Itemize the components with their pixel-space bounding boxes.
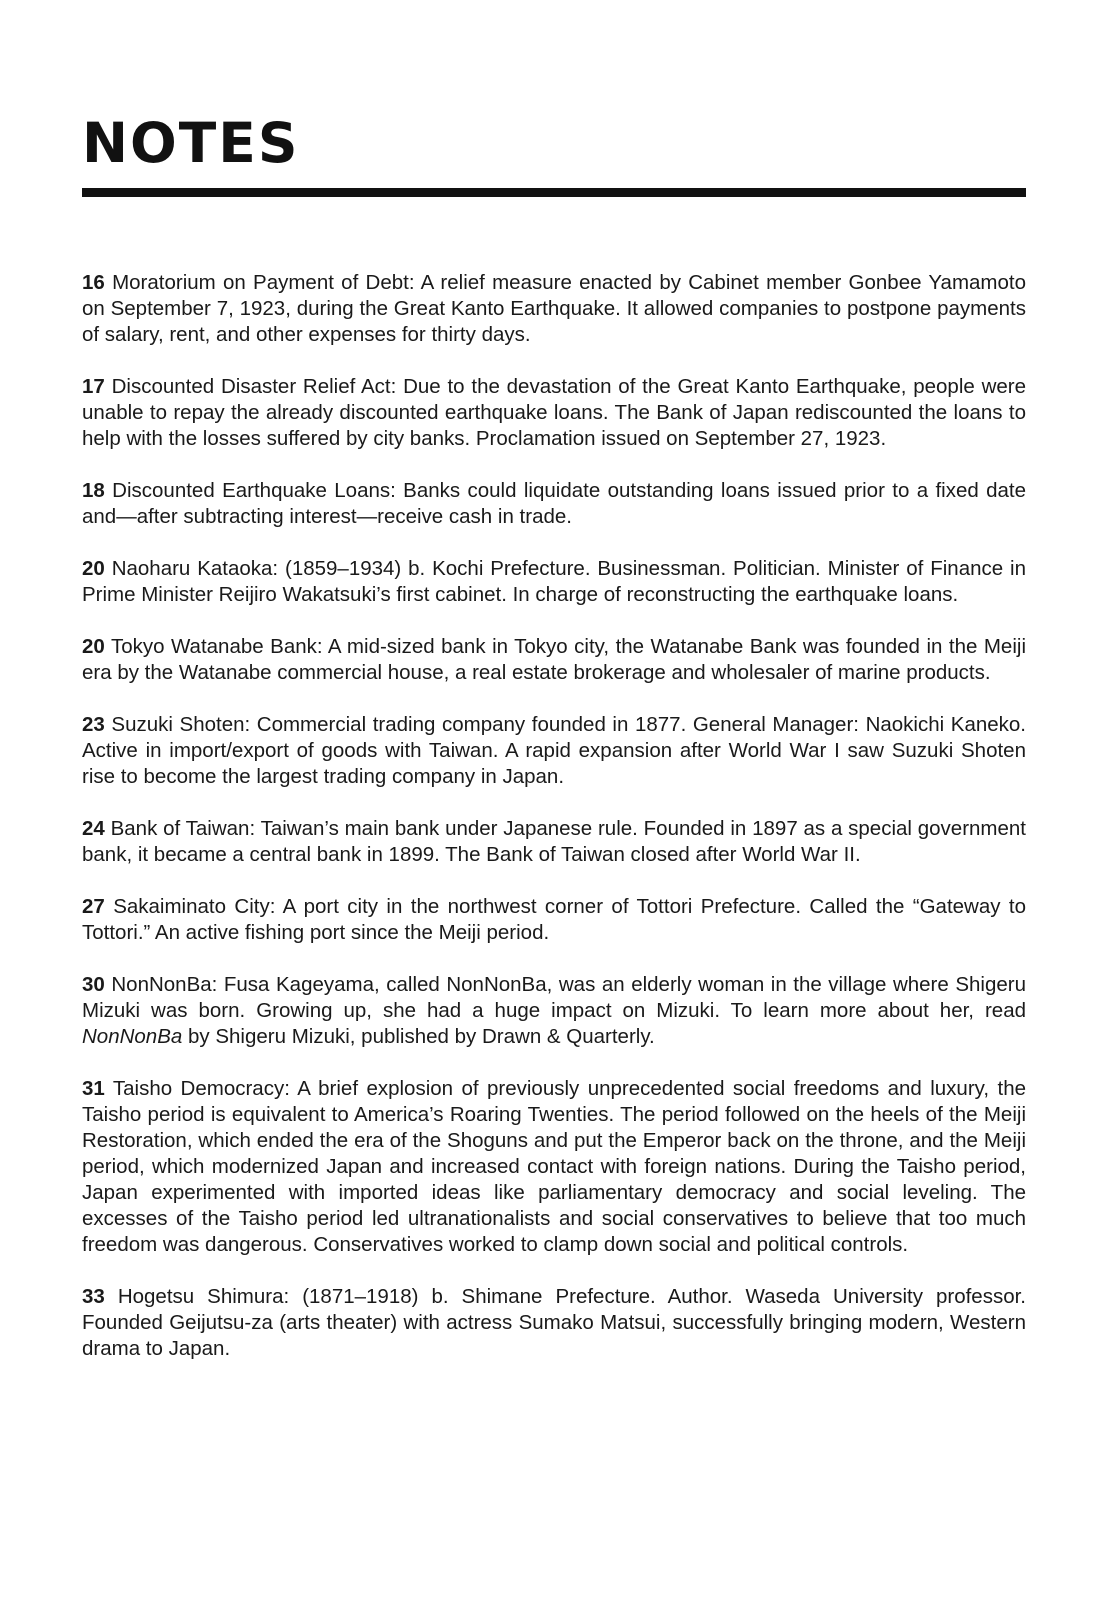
note-number: 24 <box>82 817 105 840</box>
note-item <box>82 270 1026 348</box>
note-number: 16 <box>82 271 105 294</box>
note-text: Discounted Disaster Relief Act: Due to the devastation of the Great Kanto Earthquake, people were unable to repay the already discounted earthquake loans. The Bank of Japan rediscounted the loans to help with the losses suffered by city banks. Proclamation issued on September 27, 1923. <box>82 375 1026 450</box>
note-item <box>82 478 1026 530</box>
note-item <box>82 816 1026 868</box>
note-text: Naoharu Kataoka: (1859–1934) b. Kochi Prefecture. Businessman. Politician. Minister of Finance in Prime Minister Reijiro Wakatsuki’s first cabinet. In charge of reconstructing the earthquake loans. <box>82 557 1026 606</box>
note-number: 30 <box>82 973 105 996</box>
note-item <box>82 556 1026 608</box>
note-item <box>82 894 1026 946</box>
note-text: Suzuki Shoten: Commercial trading company founded in 1877. General Manager: Naokichi Kaneko. Active in import/export of goods with Taiwan. A rapid expansion after World War I saw Suzuki Shoten rise to become the largest trading company in Japan. <box>82 713 1026 788</box>
note-number: 18 <box>82 479 105 502</box>
note-number: 17 <box>82 375 105 398</box>
note-text: Bank of Taiwan: Taiwan’s main bank under Japanese rule. Founded in 1897 as a special government bank, it became a central bank in 1899. The Bank of Taiwan closed after World War II. <box>82 817 1026 866</box>
note-text: Sakaiminato City: A port city in the northwest corner of Tottori Prefecture. Called the “Gateway to Tottori.” An active fishing port since the Meiji period. <box>82 895 1026 944</box>
note-item <box>82 1284 1026 1362</box>
note-number: 20 <box>82 635 105 658</box>
note-item <box>82 712 1026 790</box>
note-number: 23 <box>82 713 105 736</box>
note-item <box>82 374 1026 452</box>
note-number: 33 <box>82 1285 105 1308</box>
note-text: Hogetsu Shimura: (1871–1918) b. Shimane Prefecture. Author. Waseda University professor. Founded Geijutsu-za (arts theater) with actress Sumako Matsui, successfully bringing modern, Western drama to Japan. <box>82 1285 1026 1360</box>
note-item <box>82 1076 1026 1258</box>
note-number: 27 <box>82 895 105 918</box>
note-text: Moratorium on Payment of Debt: A relief measure enacted by Cabinet member Gonbee Yamamoto on September 7, 1923, during the Great Kanto Earthquake. It allowed companies to postpone payments of salary, rent, and other expenses for thirty days. <box>82 271 1026 346</box>
note-text-end: by Shigeru Mizuki, published by Drawn & Quarterly. <box>182 1025 655 1048</box>
note-number: 20 <box>82 557 105 580</box>
page-title: NOTES <box>82 111 300 175</box>
note-item <box>82 634 1026 686</box>
note-text: Taisho Democracy: A brief explosion of previously unprecedented social freedoms and luxury, the Taisho period is equivalent to America’s Roaring Twenties. The period followed on the heels of the Meiji Restoration, which ended the era of the Shoguns and put the Emperor back on the throne, and the Meiji period, which modernized Japan and increased contact with foreign nations. During the Taisho period, Japan experimented with imported ideas like parliamentary democracy and social leveling. The excesses of the Taisho period led ultranationalists and social conservatives to believe that too much freedom was dangerous. Conservatives worked to clamp down social and political controls. <box>82 1077 1027 1256</box>
note-item <box>82 972 1026 1050</box>
notes-list <box>82 270 1026 1388</box>
title-divider <box>82 188 1026 197</box>
note-number: 31 <box>82 1077 105 1100</box>
note-text: Discounted Earthquake Loans: Banks could liquidate outstanding loans issued prior to a fixed date and—after subtracting interest—receive cash in trade. <box>82 479 1026 528</box>
book-title: NonNonBa <box>82 1025 183 1048</box>
note-text: Tokyo Watanabe Bank: A mid-sized bank in Tokyo city, the Watanabe Bank was founded in the Meiji era by the Watanabe commercial house, a real estate brokerage and wholesaler of marine products. <box>82 635 1026 684</box>
note-text: NonNonBa: Fusa Kageyama, called NonNonBa, was an elderly woman in the village where Shigeru Mizuki was born. Growing up, she had a huge impact on Mizuki. To learn more about her, read <box>82 973 1026 1022</box>
